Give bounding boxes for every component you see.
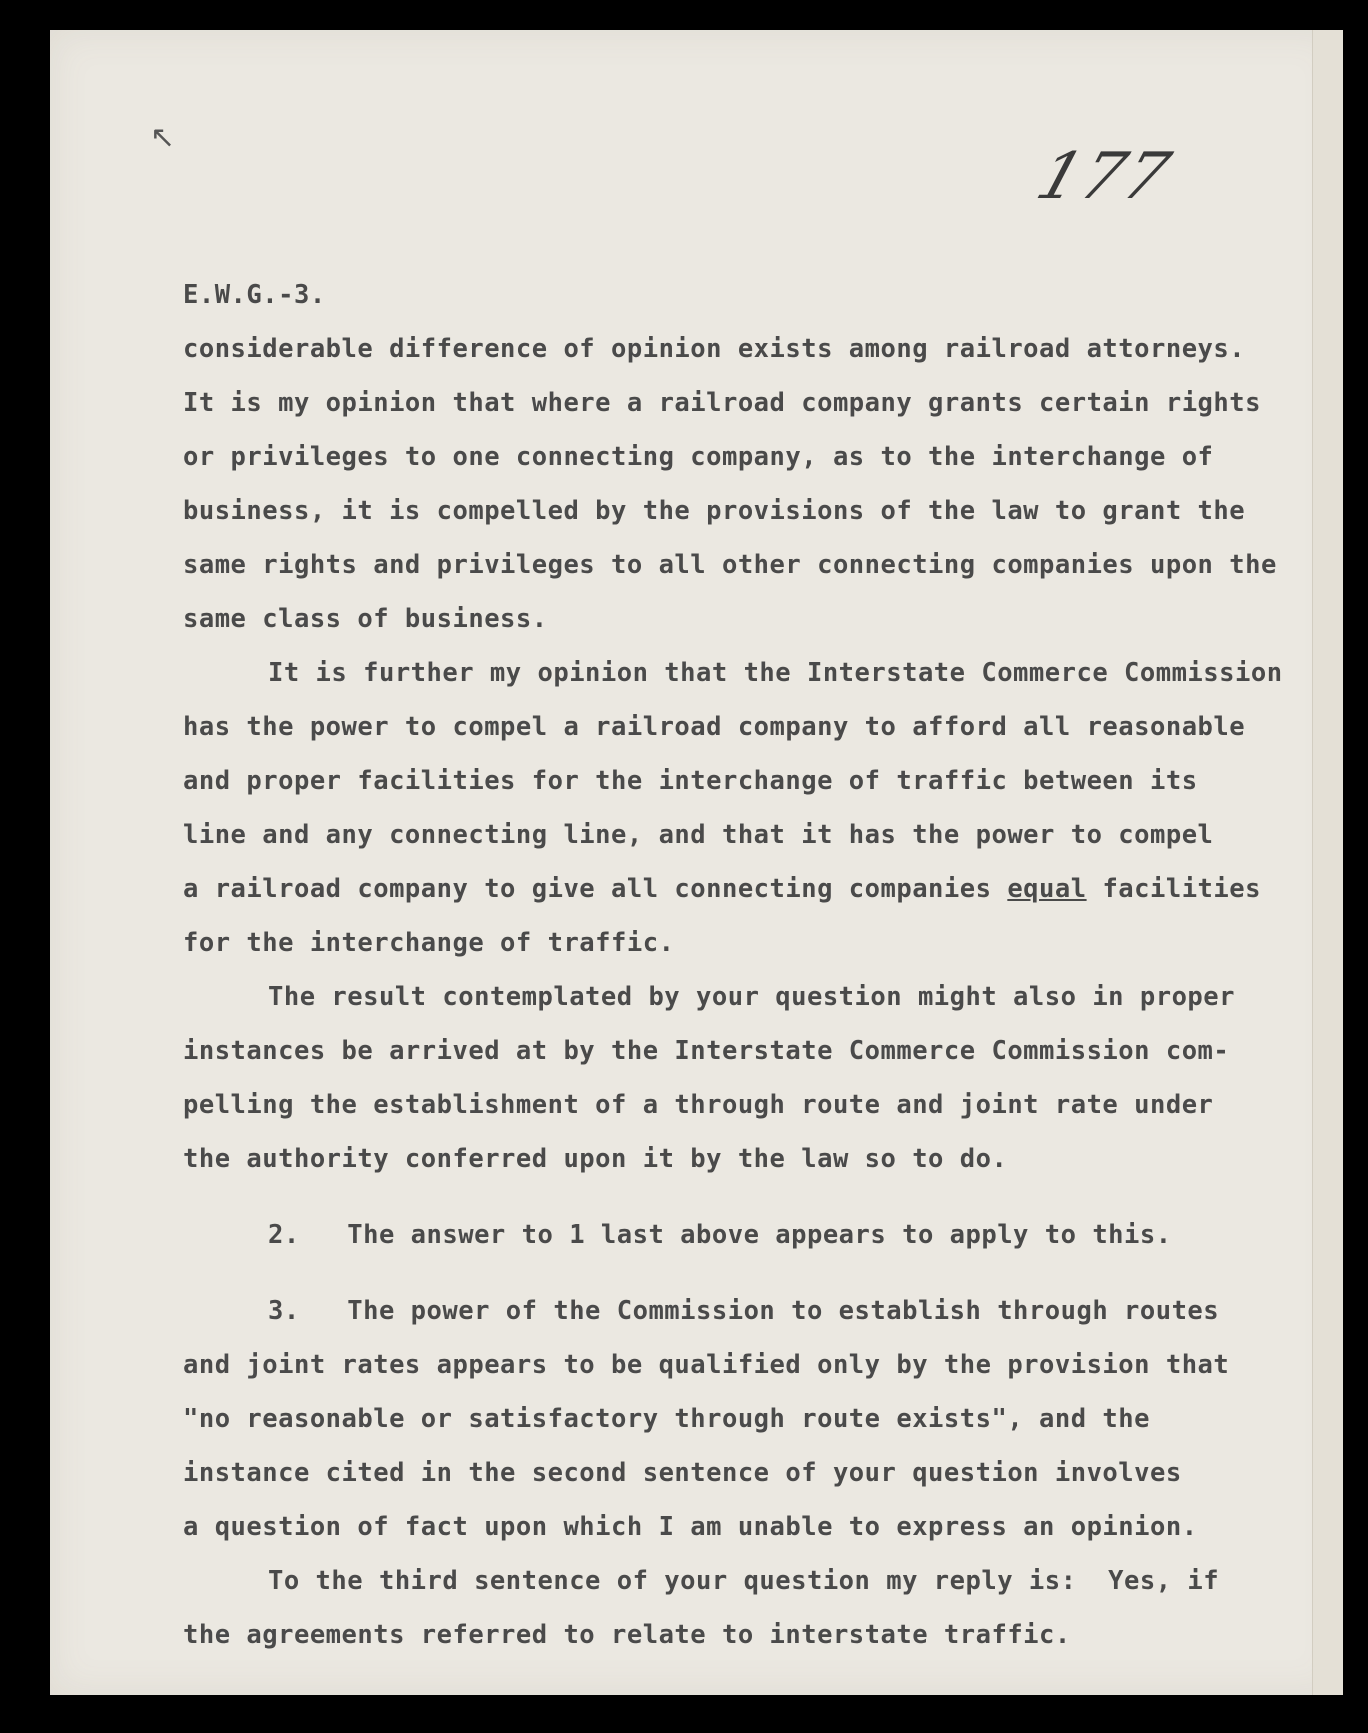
underlined-word-equal: equal [1007,874,1087,904]
item3-line4: instance cited in the second sentence of your question involves [183,1458,1182,1488]
typed-letter-body [183,268,1283,1662]
handwritten-page-number: 177 [1027,140,1181,214]
spacer [183,1186,1243,1208]
item3-line1: 3. The power of the Commission to establish through routes [268,1296,1220,1326]
paragraph2-line2: has the power to compel a railroad company to afford all reasonable [183,712,1246,742]
paragraph1-line2: It is my opinion that where a railroad company grants certain rights [183,388,1261,418]
spacer [183,1262,1243,1284]
paragraph1-line6: same class of business. [183,604,548,634]
paragraph2-line5 [183,862,1261,916]
paragraph3-line3: pelling the establishment of a through route and joint rate under [183,1090,1214,1120]
paragraph1-line3: or privileges to one connecting company, as to the interchange of [183,442,1214,472]
item3-line5: a question of fact upon which I am unable to express an opinion. [183,1512,1198,1542]
item3-line2: and joint rates appears to be qualified only by the provision that [183,1350,1230,1380]
paragraph1-line5: same rights and privileges to all other connecting companies upon the [183,550,1277,580]
paragraph4-line2: the agreements referred to relate to interstate traffic. [183,1620,1071,1650]
paragraph1-line4: business, it is compelled by the provisions of the law to grant the [183,496,1246,526]
paragraph2-line5-end: facilities [1086,874,1261,904]
item2: 2. The answer to 1 last above appears to apply to this. [268,1220,1172,1250]
corner-mark: ↖ [150,120,176,155]
item3-line3: "no reasonable or satisfactory through route exists", and the [183,1404,1150,1434]
paragraph2-line1: It is further my opinion that the Interstate Commerce Commission [268,658,1283,688]
paragraph3-line4: the authority conferred upon it by the law so to do. [183,1144,1008,1174]
paragraph1-line1: considerable difference of opinion exists among railroad attorneys. [183,334,1246,364]
paragraph2-line3: and proper facilities for the interchange of traffic between its [183,766,1198,796]
paragraph3-line1: The result contemplated by your question might also in proper [268,982,1235,1012]
paragraph2-line6: for the interchange of traffic. [183,928,675,958]
paragraph2-line4: line and any connecting line, and that it has the power to compel [183,820,1214,850]
paragraph3-line2: instances be arrived at by the Interstate Commerce Commission com- [183,1036,1230,1066]
page-edge [1312,30,1343,1695]
letter-header: E.W.G.-3. [183,280,326,310]
paragraph2-line5-start: a railroad company to give all connecting companies [183,874,1008,904]
paragraph4-line1: To the third sentence of your question my reply is: Yes, if [268,1566,1220,1596]
